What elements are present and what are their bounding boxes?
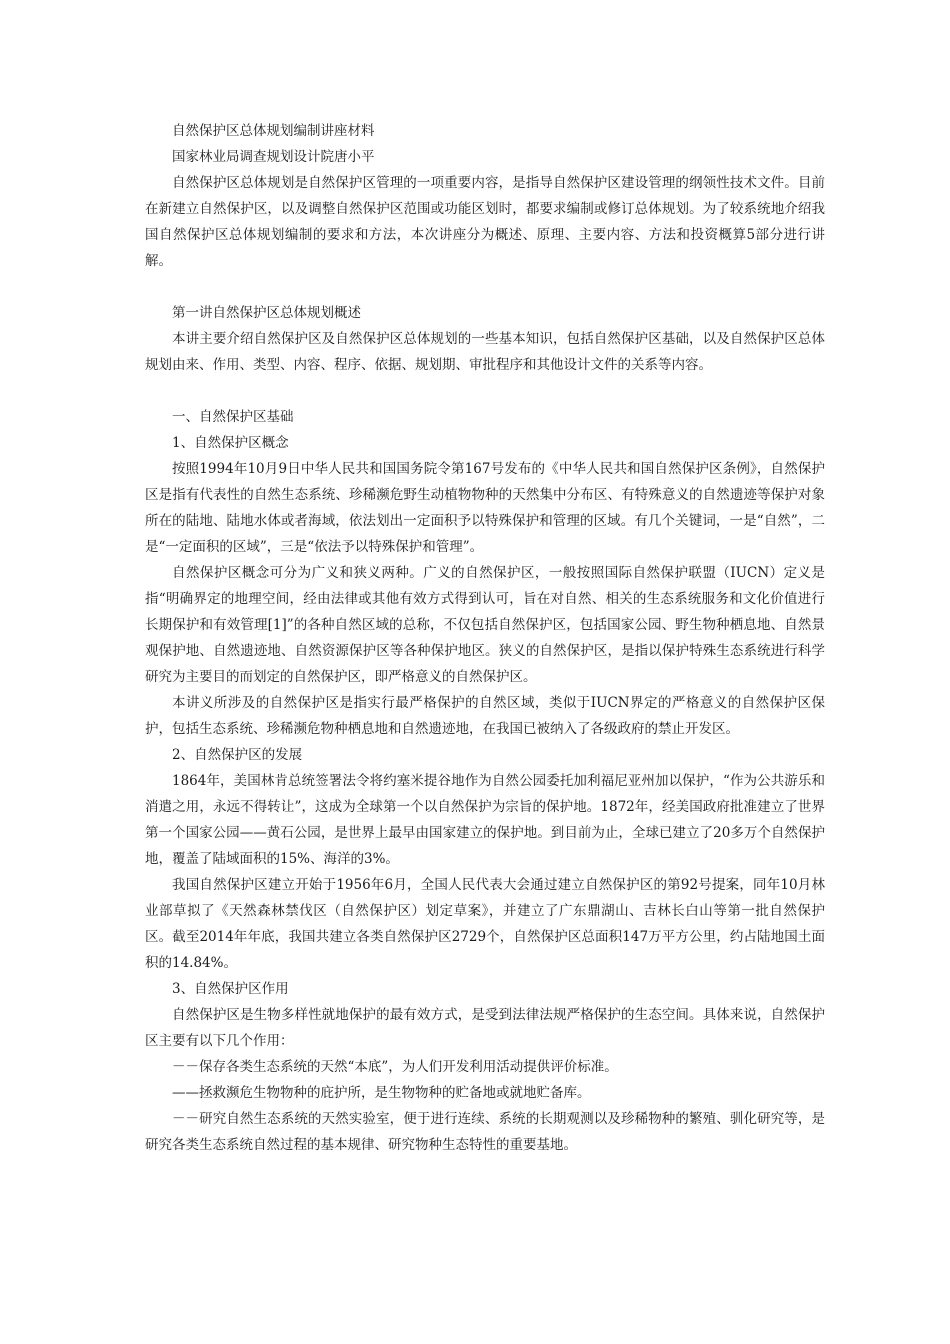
- subsection1-heading: 1、自然保护区概念: [172, 435, 289, 451]
- intro-paragraph: 自然保护区总体规划是自然保护区管理的一项重要内容，是指导自然保护区建设管理的纲领性技术文件。目前在新建立自然保护区，以及调整自然保护区范围或功能区划时，都要求编制或修订总体规划。为了较系统地介绍我国自然保护区总体规划编制的要求和方法，本次讲座分为概述、原理、主要内容、方法和投资概算5部分进行讲解。: [145, 175, 825, 269]
- list-item: －－保存各类生态系统的天然“本底”，为人们开发利用活动提供评价标准。: [172, 1059, 618, 1075]
- subsection2-paragraph-1: 1864年，美国林肯总统签署法令将约塞米提谷地作为自然公园委托加利福尼亚州加以保护，“作为公共游乐和消遣之用，永远不得转让”，这成为全球第一个以自然保护为宗旨的保护地。1872年，经美国政府批准建立了世界第一个国家公园——黄石公园，是世界上最早由国家建立的保护地。到目前为止，全球已建立了20多万个自然保护地，覆盖了陆域面积的15%、海洋的3%。: [145, 773, 825, 867]
- subsection2-paragraph-2: 我国自然保护区建立开始于1956年6月，全国人民代表大会通过建立自然保护区的第92号提案，同年10月林业部草拟了《天然森林禁伐区（自然保护区）划定草案》，并建立了广东鼎湖山、吉林长白山等第一批自然保护区。截至2014年年底，我国共建立各类自然保护区2729个，自然保护区总面积147万平方公里，约占陆地国土面积的14.84%。: [145, 877, 825, 971]
- subsection1-paragraph-3: 本讲义所涉及的自然保护区是指实行最严格保护的自然区域，类似于IUCN界定的严格意义的自然保护区保护，包括生态系统、珍稀濒危物种栖息地和自然遗迹地，在我国已被纳入了各级政府的禁止开发区。: [145, 695, 825, 737]
- lecture1-heading: 第一讲自然保护区总体规划概述: [172, 305, 361, 321]
- subsection1-paragraph-2: 自然保护区概念可分为广义和狭义两种。广义的自然保护区，一般按照国际自然保护联盟（IUCN）定义是指“明确界定的地理空间，经由法律或其他有效方式得到认可，旨在对自然、相关的生态系统服务和文化价值进行长期保护和有效管理[1]”的各种自然区域的总称，不仅包括自然保护区，包括国家公园、野生物种栖息地、自然景观保护地、自然遗迹地、自然资源保护区等各种保护地区。狭义的自然保护区，是指以保护特殊生态系统进行科学研究为主要目的而划定的自然保护区，即严格意义的自然保护区。: [145, 565, 825, 685]
- subsection3-paragraph-1: 自然保护区是生物多样性就地保护的最有效方式，是受到法律法规严格保护的生态空间。具体来说，自然保护区主要有以下几个作用：: [145, 1007, 825, 1049]
- document-author: 国家林业局调查规划设计院唐小平: [172, 149, 375, 165]
- subsection1-paragraph-1: 按照1994年10月9日中华人民共和国国务院令第167号发布的《中华人民共和国自然保护区条例》，自然保护区是指有代表性的自然生态系统、珍稀濒危野生动植物物种的天然集中分布区、有特殊意义的自然遗迹等保护对象所在的陆地、陆地水体或者海域，依法划出一定面积予以特殊保护和管理的区域。有几个关键词，一是“自然”，二是“一定面积的区域”，三是“依法予以特殊保护和管理”。: [145, 461, 825, 555]
- spacer: [145, 274, 825, 300]
- spacer: [145, 378, 825, 404]
- document-page: [145, 118, 825, 1158]
- subsection2-heading: 2、自然保护区的发展: [172, 747, 303, 763]
- section1-heading: 一、自然保护区基础: [172, 409, 294, 425]
- lecture1-intro-paragraph: 本讲主要介绍自然保护区及自然保护区总体规划的一些基本知识，包括自然保护区基础，以及自然保护区总体规划由来、作用、类型、内容、程序、依据、规划期、审批程序和其他设计文件的关系等内容。: [145, 331, 825, 373]
- subsection3-heading: 3、自然保护区作用: [172, 981, 289, 997]
- list-item: ——拯救濒危生物物种的庇护所，是生物物种的贮备地或就地贮备库。: [172, 1085, 591, 1101]
- list-item: －－研究自然生态系统的天然实验室，便于进行连续、系统的长期观测以及珍稀物种的繁殖、驯化研究等，是研究各类生态系统自然过程的基本规律、研究物种生态特性的重要基地。: [145, 1111, 825, 1153]
- document-title: 自然保护区总体规划编制讲座材料: [172, 123, 375, 139]
